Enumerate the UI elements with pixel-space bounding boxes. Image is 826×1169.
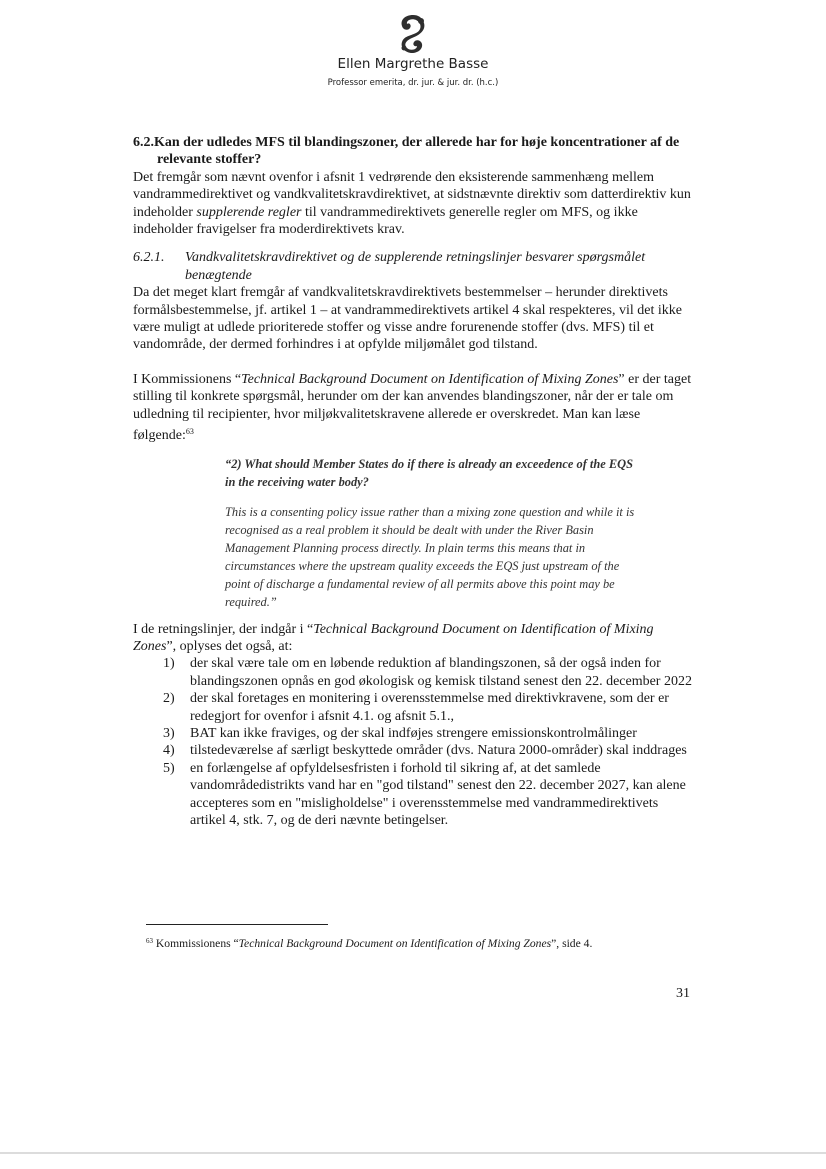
author-title: Professor emerita, dr. jur. & jur. dr. (h.c.): [327, 78, 499, 88]
page-number: 31: [676, 986, 690, 1001]
main-content: [133, 134, 693, 829]
paragraph-mixing-zones: I Kommissionens “Technical Background Document on Identification of Mixing Zones” er der taget stilling til konkrete spørgsmål, herunder om der kan anvendes blandingszoner, når der er tale om udledning til recipienter, hvor miljøkvalitetskravene allerede er overskredet. Man kan læse følgende:$^{63}$: [133, 371, 692, 444]
paragraph-guidelines: I de retningslinjer, der indgår i “Technical Background Document on Identification of Mixing Zones”, oplyses det også, at:: [133, 621, 654, 654]
quote-answer: This is a consenting policy issue rather than a mixing zone question and while it is recognised as a real problem it should be dealt with under the River Basin Management Planning process directly. In plain terms this means that in circumstances where the upstream quality exceeds the EQS just upstream of the point of discharge a fundamental review of all permits above this point may be required.”: [225, 504, 635, 609]
paragraph-6-2-1: Da det meget klart fremgår af vandkvalitetskravdirektivets bestemmelser – herunder direktivets formålsbestemmelse, jf. artikel 1 – at vandrammedirektivets artikel 4 skal respekteres, vil det ikke være muligt at udlede prioriterede stoffer og visse andre forurenende stoffer (dvs. MFS) til et vandområde, der dermed forhindres i at opfylde miljømålet god tilstand.: [133, 285, 682, 353]
logo-icon: [390, 12, 436, 56]
list-item: 5) en forlængelse af opfyldelsesfristen i forhold til sikring af, at det samlede vandområdedistrikts vand har en "god tilstand" senest den 22. december 2027, kan alene accepteres som en "misligholdelse" i overensstemmelse med vandrammedirektivets artikel 4, stk. 7, og de deri nævnte betingelser.: [163, 760, 686, 828]
section-number: 6.2.1.: [133, 250, 165, 266]
requirements-list: [133, 655, 693, 829]
section-heading-6-2-1: 6.2.1. Vandkvalitetskravdirektivet og de supplerende retningslinjer besvarer spørgsmålet benægtende: [133, 250, 646, 283]
section-heading-6-2: 6.2.Kan der udledes MFS til blandingszoner, der allerede har for høje koncentrationer af de relevante stoffer?: [133, 135, 680, 168]
emphasis-text: supplerende regler: [196, 204, 302, 220]
footnote-ref[interactable]: 63: [185, 427, 194, 437]
list-item: 3) BAT kan ikke fraviges, og der skal indføjes strengere emissionskontrolmålinger: [163, 725, 637, 741]
list-item: 1) der skal være tale om en løbende reduktion af blandingszonen, så der også inden for blandingszonen opnås en god økologisk og kemisk tilstand senest den 22. december 2022: [163, 656, 692, 689]
footnote: $^{63}$ Kommissionens “Technical Background Document on Identification of Mixing Zones”, side 4.: [146, 937, 593, 950]
quote-question: “2) What should Member States do if there is already an exceedence of the EQS in the receiving water body?: [225, 456, 633, 489]
block-quote: [225, 455, 645, 611]
scan-edge: [0, 1152, 826, 1154]
paragraph-6-2: Det fremgår som nævnt ovenfor i afsnit 1 vedrørende den eksisterende sammenhæng mellem vandrammedirektivet og vandkvalitetskravdirektivet, at sidstnævnte direktiv som datterdirektiv kun indeholder supplerende regler til vandrammedirektivets generelle regler om MFS, og ikke indeholder fravigelser fra moderdirektivets krav.: [133, 169, 691, 238]
list-item: 4) tilstedeværelse af særligt beskyttede områder (dvs. Natura 2000-områder) skal inddrages: [163, 743, 687, 759]
list-item: 2) der skal foretages en monitering i overensstemmelse med direktivkravene, som der er redegjort for ovenfor i afsnit 4.1. og afsnit 5.1.,: [163, 691, 669, 724]
footnote-divider: [146, 924, 328, 925]
author-name: Ellen Margrethe Basse: [337, 56, 489, 72]
